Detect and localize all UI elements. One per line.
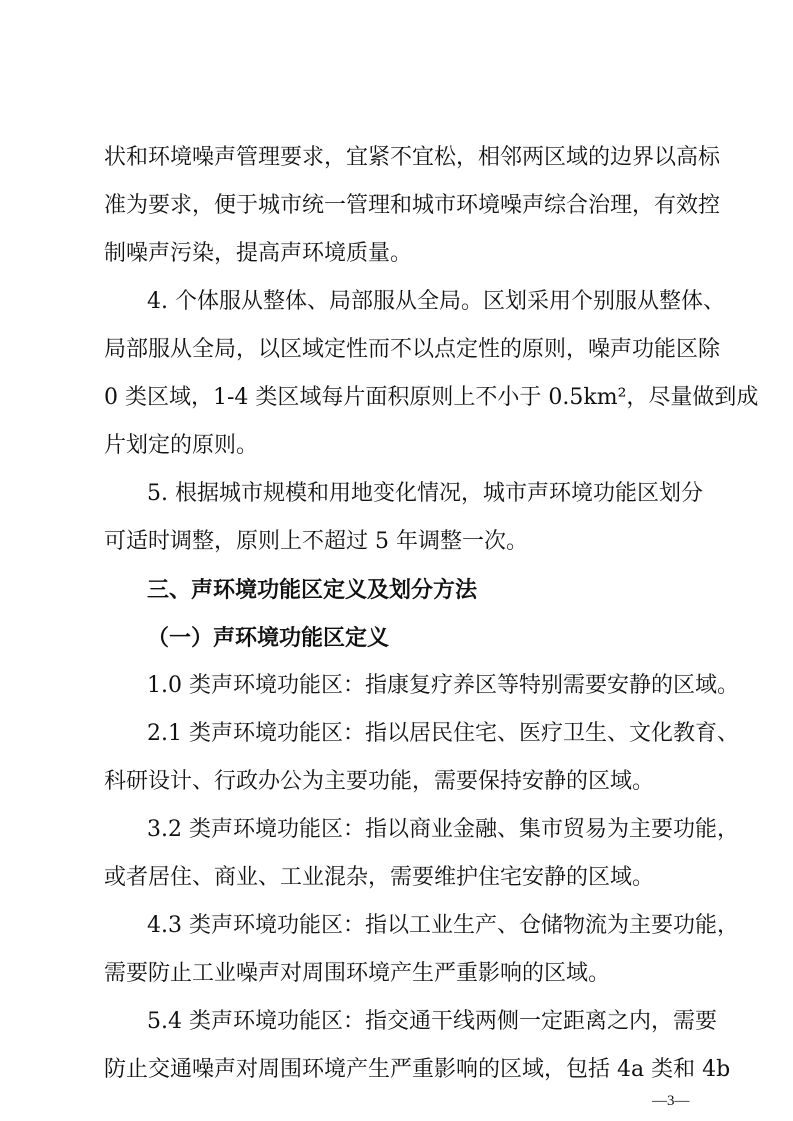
definition-line: 3.2 类声环境功能区：指以商业金融、集市贸易为主要功能， <box>147 817 739 842</box>
paragraph-line: 片划定的原则。 <box>104 433 259 458</box>
definition-line: 科研设计、行政办公为主要功能，需要保持安静的区域。 <box>104 769 655 794</box>
paragraph-line: 局部服从全局，以区域定性而不以点定性的原则，噪声功能区除 <box>104 337 721 362</box>
definition-line: 2.1 类声环境功能区：指以居民住宅、医疗卫生、文化教育、 <box>147 721 739 746</box>
definition-line: 4.3 类声环境功能区：指以工业生产、仓储物流为主要功能， <box>147 913 739 938</box>
definition-line: 1.0 类声环境功能区：指康复疗养区等特别需要安静的区域。 <box>147 673 739 698</box>
paragraph-line: 5. 根据城市规模和用地变化情况，城市声环境功能区划分 <box>147 481 703 506</box>
definition-line: 或者居住、商业、工业混杂，需要维护住宅安静的区域。 <box>104 865 655 890</box>
paragraph-line: 状和环境噪声管理要求，宜紧不宜松，相邻两区域的边界以高标 <box>104 145 721 170</box>
page-number: —3— <box>652 1093 690 1109</box>
definition-line: 防止交通噪声对周围环境产生严重影响的区域，包括 4a 类和 4b <box>104 1057 731 1082</box>
section-heading: 三、声环境功能区定义及划分方法 <box>147 577 478 603</box>
definition-line: 需要防止工业噪声对周围环境产生严重影响的区域。 <box>104 961 611 986</box>
paragraph-line: 可适时调整，原则上不超过 5 年调整一次。 <box>104 529 528 554</box>
definition-line: 5.4 类声环境功能区：指交通干线两侧一定距离之内，需要 <box>147 1009 717 1034</box>
subsection-heading: （一）声环境功能区定义 <box>147 625 390 651</box>
paragraph-line: 4. 个体服从整体、局部服从全局。区划采用个别服从整体、 <box>147 289 725 314</box>
paragraph-line: 制噪声污染，提高声环境质量。 <box>104 241 413 266</box>
paragraph-line: 0 类区域，1-4 类区域每片面积原则上不小于 0.5km²，尽量做到成 <box>104 385 759 410</box>
paragraph-line: 准为要求，便于城市统一管理和城市环境噪声综合治理，有效控 <box>104 193 721 218</box>
